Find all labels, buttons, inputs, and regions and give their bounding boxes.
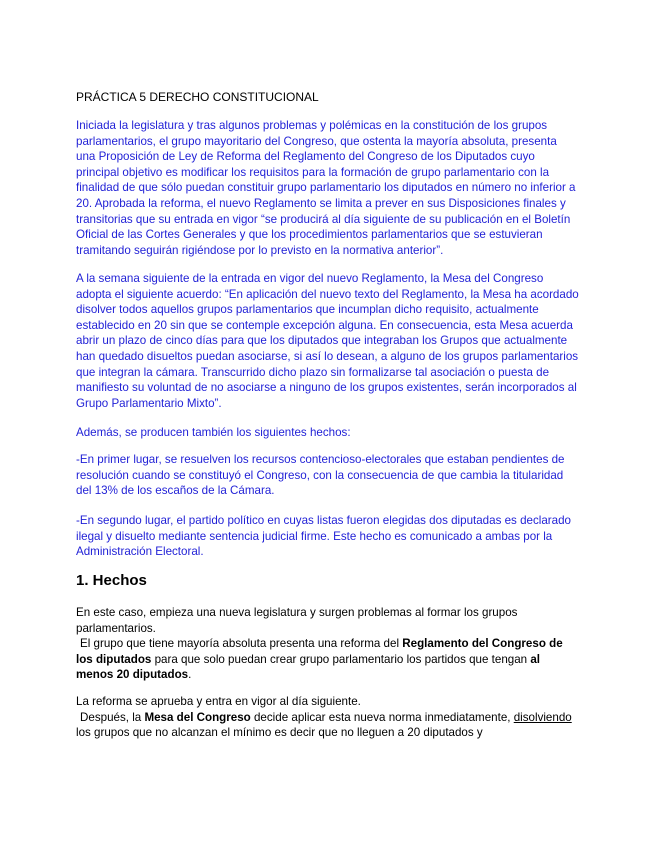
section-heading-hechos: 1. Hechos xyxy=(76,572,147,589)
document-title: PRÁCTICA 5 DERECHO CONSTITUCIONAL xyxy=(76,90,319,104)
answer-p1-sentence-4: . xyxy=(188,668,192,682)
answer-p1-sentence-3: para que solo puedan crear grupo parlamentario los partidos que tengan xyxy=(151,652,531,666)
answer-p1-sentence-2: El grupo que tiene mayoría absoluta presenta una reforma del xyxy=(80,637,403,651)
answer-p2-underline-1: disolviendo xyxy=(513,710,572,724)
answer-paragraph-2 xyxy=(76,694,579,741)
answer-p2-sentence-2: Después, la xyxy=(80,710,145,724)
statement-paragraph-5: -En segundo lugar, el partido político en cuyas listas fueron elegidas dos diputadas es declarado ilegal y disuelto mediante sentencia judicial firme. Este hecho es comunicado a ambas por la Administración Electoral. xyxy=(76,514,571,559)
answer-p2-sentence-4: los grupos que no alcanzan el mínimo es decir que no lleguen a 20 diputados y xyxy=(76,726,483,740)
answer-p2-sentence-1: La reforma se aprueba y entra en vigor al día siguiente. xyxy=(76,695,361,708)
statement-paragraph-3: Además, se producen también los siguientes hechos: xyxy=(76,426,351,439)
answer-p1-sentence-1: En este caso, empieza una nueva legislatura y surgen problemas al formar los grupos parlamentarios. xyxy=(76,606,518,635)
statement-paragraph-2: A la semana siguiente de la entrada en vigor del nuevo Reglamento, la Mesa del Congreso adopta el siguiente acuerdo: “En aplicación del nuevo texto del Reglamento, la Mesa ha acordado disolver todos aquellos grupos parlamentarios que incumplan dicho requisito, actualmente establecido en 20 sin que se contemple excepción alguna. En consecuencia, esta Mesa acuerda abrir un plazo de cinco días para que los diputados que integraban los Grupos que actualmente han quedado disueltos puedan asociarse, si así lo desean, a alguno de los grupos parlamentarios que integran la cámara. Transcurrido dicho plazo sin formalizarse tal asociación o puesta de manifiesto su voluntad de no asociarse a ninguno de los grupos existentes, serán incorporados al Grupo Parlamentario Mixto”. xyxy=(76,272,579,410)
answer-p2-sentence-3: decide aplicar esta nueva norma inmediatamente, xyxy=(250,710,514,724)
statement-paragraph-1: Iniciada la legislatura y tras algunos problemas y polémicas en la constitución de los grupos parlamentarios, el grupo mayoritario del Congreso, que ostenta la mayoría absoluta, presenta una Proposición de Ley de Reforma del Reglamento del Congreso de los Diputados cuyo principal objetivo es modificar los requisitos para la formación de grupo parlamentario con la finalidad de que sólo puedan constituir grupo parlamentario los diputados en número no inferior a 20. Aprobada la reforma, el nuevo Reglamento se limita a prever en sus Disposiciones finales y transitorias que su entrada en vigor “se producirá al día siguiente de su publicación en el Boletín Oficial de las Cortes Generales y que los procedimientos parlamentarios que se estuvieran tramitando seguirán rigiéndose por lo previsto en la normativa anterior”. xyxy=(76,119,576,257)
answer-p1-bold-2: al menos 20 diputados xyxy=(76,652,541,682)
answer-paragraph-1 xyxy=(76,605,579,683)
answer-p1-bold-1: Reglamento del Congreso de los diputados xyxy=(76,637,563,666)
statement-paragraph-4: -En primer lugar, se resuelven los recursos contencioso-electorales que estaban pendientes de resolución cuando se constituyó el Congreso, con la consecuencia de que cambia la titularidad del 13% de los escaños de la Cámara. xyxy=(76,453,565,498)
answer-p2-bold-1: Mesa del Congreso xyxy=(144,710,251,724)
